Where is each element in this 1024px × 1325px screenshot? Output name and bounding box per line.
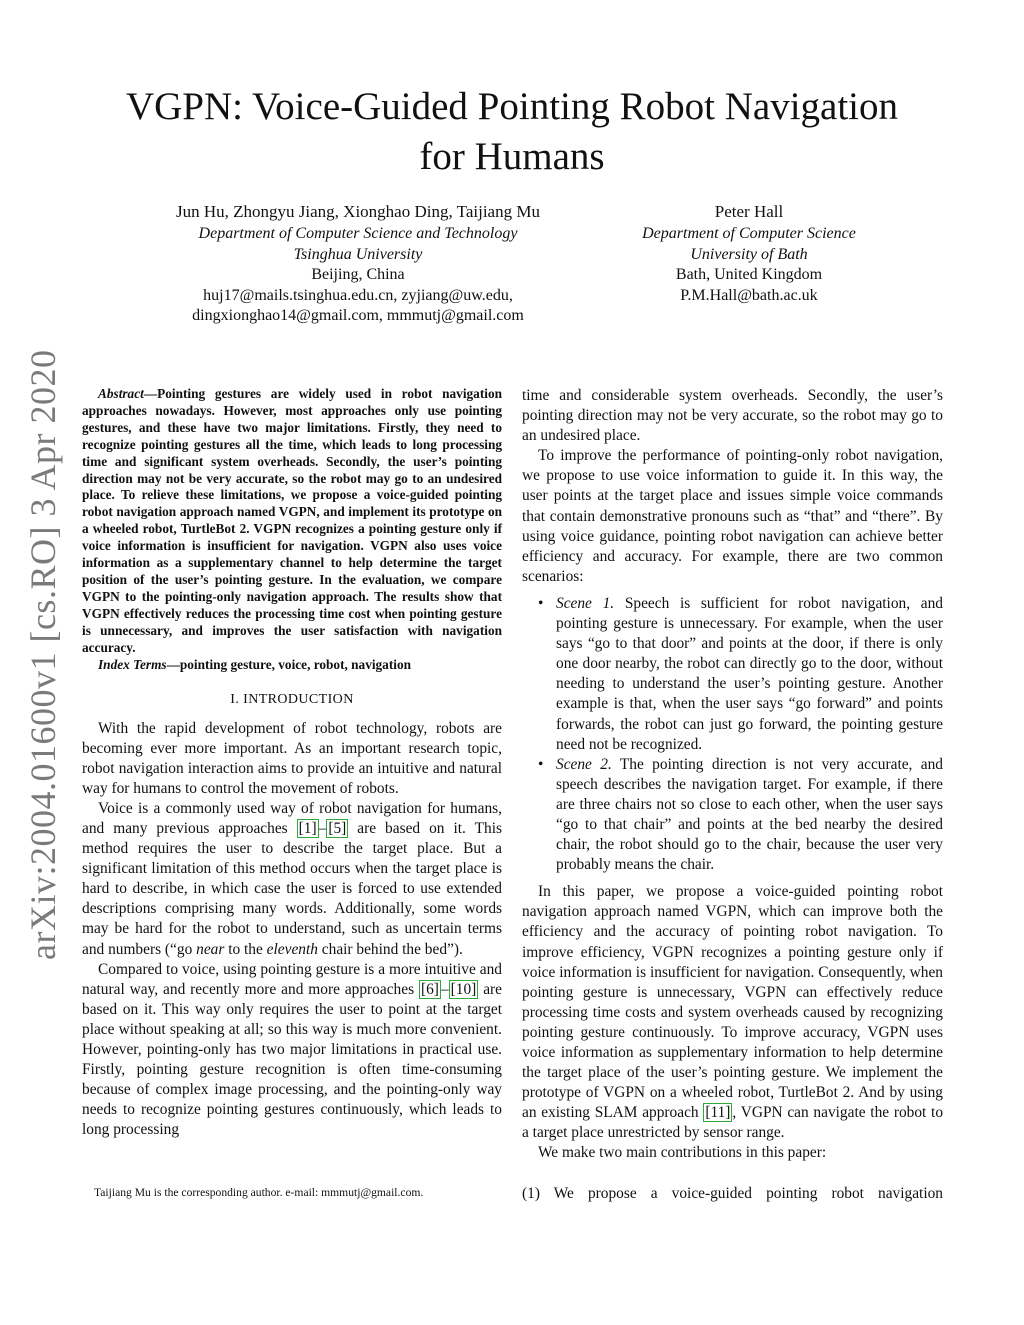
author-email-right: P.M.Hall@bath.ac.uk — [680, 286, 818, 304]
citation-link-5[interactable]: [5] — [328, 819, 347, 837]
abstract — [82, 386, 502, 657]
author-department-right: Department of Computer Science — [642, 225, 856, 242]
contribution-line-1: (1) We propose a voice-guided pointing robot navigation — [522, 1185, 943, 1202]
index-terms-label: Index Terms — [98, 656, 167, 672]
author-location-left: Beijing, China — [311, 266, 405, 284]
right-paragraph-continued: time and considerable system overheads. Secondly, the user’s pointing direction may not be very accurate, so the robot may go to an undesired place. — [522, 387, 943, 445]
list-item-scene-1: • Scene 1. Speech is sufficient for robot navigation, and pointing gesture is unnecessary. For example, when the user says “go to that door” and points at the door, if there is only one door nearby, the robot can directly go to the door, without needing to understand the user’s pointing gesture. Another example is that, when the user says “go forward” and points forwards, the robot can just go forward, the pointing gesture need not be recognized. — [538, 594, 943, 753]
right-paragraph-3: We make two main contributions in this paper: — [538, 1144, 827, 1162]
arxiv-stamp — [18, 349, 78, 960]
author-institution-left: Tsinghua University — [293, 245, 423, 263]
title-line-2: for Humans — [419, 135, 605, 178]
author-location-right: Bath, United Kingdom — [675, 266, 823, 284]
author-institution-right: University of Bath — [690, 245, 808, 263]
citation-link-1[interactable]: [1] — [298, 819, 317, 837]
author-emails-left-2: dingxionghao14@gmail.com, mmmutj@gmail.com — [192, 307, 524, 325]
intro-paragraph-3: Compared to voice, using pointing gesture is a more intuitive and natural way, and recently more and more approaches [6] – [10] are based on it. This way only requires the user to point at the target place without speaking at all; so this way is much more convenient. However, pointing-only has two major limitations in practical use. Firstly, pointing gesture recognition is often time-consuming because of complex image processing, and the pointing-only way needs to recognize pointing gestures continuously, which leads to long processing — [82, 960, 502, 1139]
index-terms-text: —pointing gesture, voice, robot, navigation — [166, 656, 411, 672]
list-item-scene-2: • Scene 2. The pointing direction is not very accurate, and speech describes the navigation target. For example, if there are three chairs not so close to each other, when the user says “go to that chair” and points at the bed nearby the desired chair, the robot should go to the chair, because the user very probably means the chair. — [538, 755, 943, 874]
right-paragraph-1: To improve the performance of pointing-only robot navigation, we propose to use voice information to guide it. In this way, the user points at the target place and issues simple voice commands that contain demonstrative pronouns such as “that” and “there”. By using voice guidance, pointing robot navigation can achieve better efficiency and accuracy. For example, there are two common scenarios: — [522, 447, 943, 585]
author-block-left — [140, 200, 576, 327]
bullet-icon: • — [538, 755, 544, 773]
bullet-icon: • — [538, 594, 544, 612]
abstract-label: Abstract — [98, 386, 144, 401]
scenario-list — [522, 594, 943, 875]
author-department-left: Department of Computer Science and Technology — [198, 225, 518, 242]
title-line-1: VGPN: Voice-Guided Pointing Robot Navigation — [125, 85, 899, 128]
author-emails-left-1: huj17@mails.tsinghua.edu.cn, zyjiang@uw.edu, — [203, 286, 513, 304]
paper-title — [80, 82, 944, 182]
right-column — [522, 386, 943, 1164]
section-heading-introduction: I. INTRODUCTION — [230, 692, 354, 708]
author-block-right — [610, 200, 888, 306]
citation-link-6[interactable]: [6] — [420, 980, 439, 998]
citation-link-10[interactable]: [10] — [450, 980, 477, 998]
arxiv-stamp-text: arXiv:2004.01600v1 [cs.RO] 3 Apr 2020 — [23, 349, 63, 960]
intro-paragraph-2: Voice is a commonly used way of robot navigation for humans, and many previous approaches [1] – [5] are based on it. This method requires the user to describe the target place. But a significant limitation of this method occurs when the target place is hard to describe, in which case the user is forced to use extended descriptions comprising many words. Additionally, some words may be hard for the robot to understand, such as uncertain terms and numbers (“go near to the eleventh chair behind the bed”). — [82, 799, 502, 958]
author-names-left: Jun Hu, Zhongyu Jiang, Xionghao Ding, Taijiang Mu — [176, 202, 540, 221]
intro-paragraph-1: With the rapid development of robot technology, robots are becoming ever more important. As an important research topic, robot navigation interaction aims to provide an intuitive and natural way for humans to control the movement of robots. — [82, 719, 502, 797]
abstract-text: —Pointing gestures are widely used in robot navigation approaches nowadays. However, most approaches only use pointing gestures, and these have two major limitations. Firstly, they need to recognize pointing gestures all the time, which leads to long processing time and significant system overheads. Secondly, the user’s pointing direction may not be very accurate, so the robot may go to an undesired place. To relieve these limitations, we propose a voice-guided pointing robot navigation approach named VGPN, and implement its prototype on a wheeled robot, TurtleBot 2. VGPN recognizes a pointing gesture only if voice information is insufficient for navigation. VGPN also uses voice information as a supplementary channel to help determine the target position of the user’s pointing gesture. In the evaluation, we compare VGPN to the pointing-only navigation approach. The results show that VGPN effectively reduces the processing time cost when pointing gesture is unnecessary, and improves the user satisfaction with navigation accuracy. — [82, 386, 502, 655]
right-paragraph-2: In this paper, we propose a voice-guided pointing robot navigation approach named VGPN, which can improve both the efficiency and the accuracy of pointing robot navigation. To improve efficiency, VGPN recognizes a pointing gesture only if voice information is insufficient for navigation. Consequently, when pointing gesture is unnecessary, VGPN can effectively reduce processing time costs and system overheads caused by recognizing pointing gesture continuously. To improve accuracy, VGPN uses voice information as supplementary information to help determine the target place of the user’s pointing gesture. We implement the prototype of VGPN on a wheeled robot, TurtleBot 2. And by using an existing SLAM approach [11] , VGPN can navigate the robot to a target place unrestricted by sensor range. — [522, 883, 944, 1142]
footnote: Taijiang Mu is the corresponding author. e-mail: mmmutj@gmail.com. — [94, 1186, 424, 1199]
left-column — [82, 386, 502, 1140]
index-terms — [82, 657, 502, 674]
citation-link-11[interactable]: [11] — [705, 1104, 731, 1122]
author-names-right: Peter Hall — [714, 202, 784, 221]
